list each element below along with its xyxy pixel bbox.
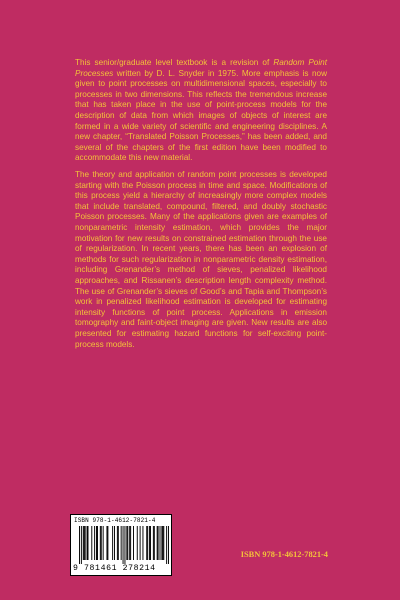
barcode-bar [124,526,125,564]
barcode-bar [94,526,95,560]
barcode-isbn-label: ISBN 978-1-4612-7821-4 [74,517,156,524]
blurb-text-rest: written by D. L. Snyder in 1975. More emphasis is now given to point processes on multidimensional spaces, especially to processes in two dimensions. This reflects the tremendous increase that has taken place in the use of point-process models for the description of data from which images of objects of interest are formed in a wide variety of scientific and engineering disciplines. A new chapter, “Translated Poisson Processes,” has been added, and several of the chapters of the first edition have been modified to accommodate this new material. [75,68,327,163]
barcode-bar [101,526,102,560]
blurb-text-start: This senior/graduate level textbook is a revision of [75,58,274,67]
barcode-bar [88,526,89,560]
barcode-bar [147,526,148,560]
barcode-bar [146,526,147,560]
barcode-bar [117,526,118,560]
barcode-bar [127,526,128,560]
barcode-bar [91,526,92,560]
book-title-reference: Random Point Processes [75,58,328,78]
barcode-bar [79,526,80,564]
barcode-bar [149,526,150,560]
barcode-bar [150,526,151,560]
barcode-bar [84,526,85,560]
barcode-digits: 9 781461 278214 [73,564,156,573]
barcode-bar [114,526,115,560]
barcode-bar [85,526,86,560]
barcode-bar [129,526,130,560]
barcode-bar [163,526,164,560]
barcode-bar [130,526,131,560]
barcode-bar [81,526,82,564]
barcode-bar [121,526,122,560]
blurb-paragraph-2: The theory and application of random point processes is developed starting with the Poisson process in time and space. Modifications of this process yield a hierarchy of increasingly more complex models that include translated, compound, filtered, and doubly stochastic Poisson processes. Many of the applications given are examples of nonparametric intensity estimation, which provides the major motivation for new results on constrained estimation through the use of regularization. In recent years, there has been an explosion of methods for such regularization in nonparametric density estimation, including Grenander’s method of sieves, penalized likelihood approaches, and Rissanen’s description length complexity method. The use of Grenander’s sieves of Good’s and Tapia and Thompson’s work in penalized likelihood estimation is developed for estimating intensity functions of point process. Applications in emission tomography and faint-object imaging are given. New results are also presented for estimating hazard functions for self-exciting point-process models. [75,170,327,349]
blurb-paragraph-1 [75,58,327,164]
barcode-bar [153,526,154,560]
barcode-bar [100,526,101,560]
barcode-bar [123,526,124,564]
barcode-bar [137,526,138,560]
barcode-bar [118,526,119,560]
barcode-bars [79,526,169,564]
barcode-bar [166,526,167,564]
barcode-bar [168,526,169,564]
barcode-bar [158,526,159,560]
barcode-bar [106,526,107,560]
barcode-bar [107,526,108,560]
barcode-bar [97,526,98,560]
barcode-bar [126,526,127,560]
barcode-bar [87,526,88,560]
barcode-bar [157,526,158,560]
barcode-bar [162,526,163,560]
barcode-bar [133,526,134,560]
barcode-box [70,514,172,576]
barcode-bar [142,526,143,560]
barcode-bar [112,526,113,560]
barcode-bar [103,526,104,560]
barcode-bar [154,526,155,560]
barcode-bar [83,526,84,560]
barcode-bar [160,526,161,560]
barcode-bar [161,526,162,560]
isbn-text: ISBN 978-1-4612-7821-4 [240,550,328,559]
barcode-bar [96,526,97,560]
barcode-bar [140,526,141,560]
